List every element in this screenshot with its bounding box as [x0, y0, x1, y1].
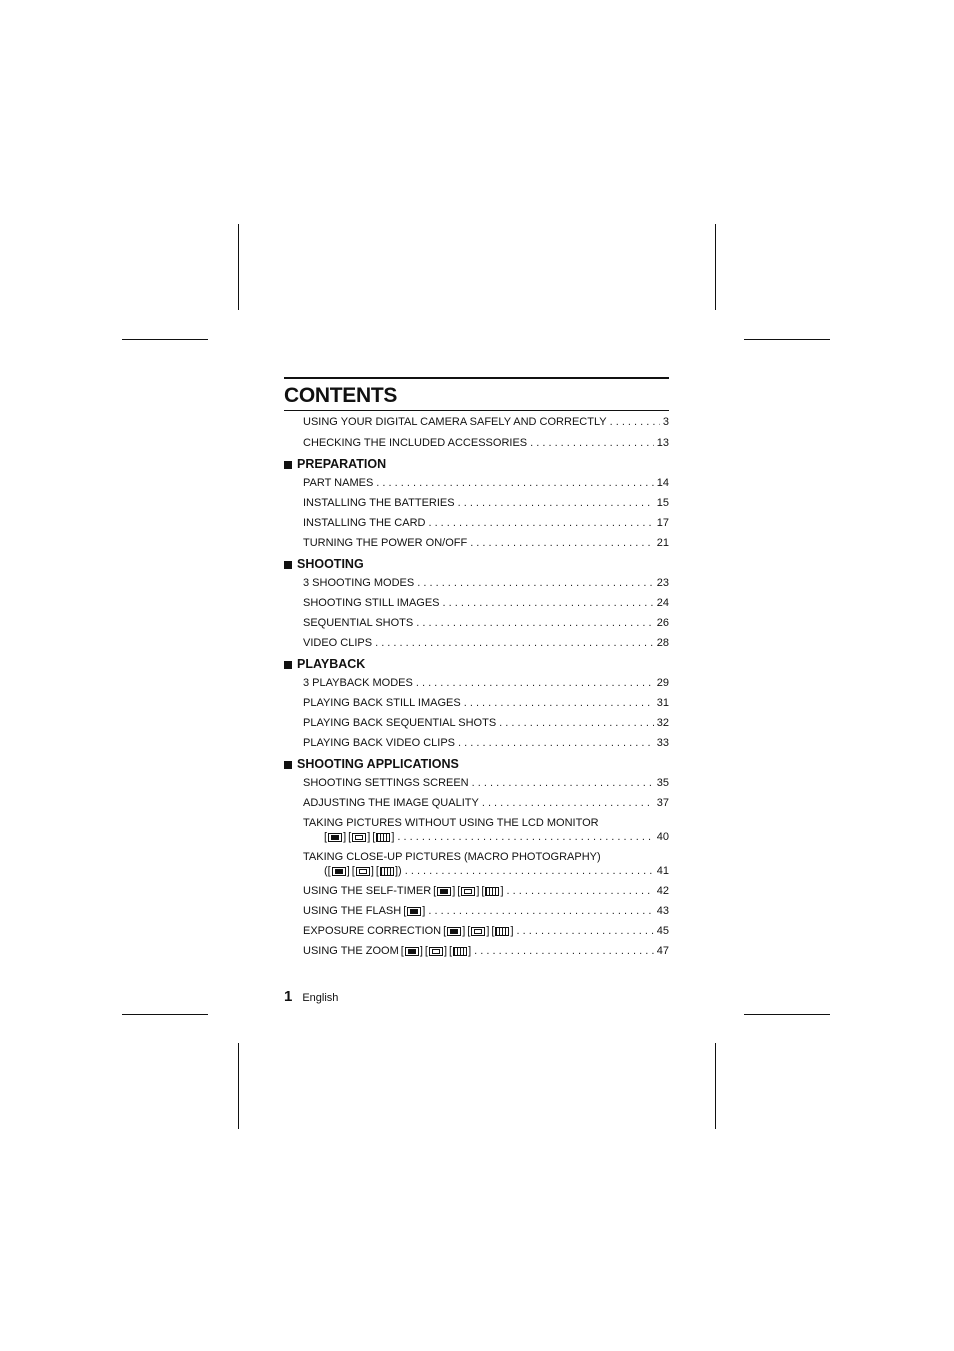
leader-dots — [470, 536, 654, 550]
toc-entry[interactable] — [303, 884, 669, 898]
mode-icons — [443, 924, 513, 938]
leader-dots — [530, 436, 654, 450]
toc-entry[interactable] — [303, 436, 669, 450]
page-title: CONTENTS — [284, 384, 398, 407]
toc-entry-label: CHECKING THE INCLUDED ACCESSORIES — [303, 437, 528, 449]
toc-entry-label: INSTALLING THE BATTERIES — [303, 497, 455, 509]
toc-entry-page: 41 — [656, 865, 669, 877]
section-heading-label: PLAYBACK — [297, 657, 366, 671]
toc-entry-label: ADJUSTING THE IMAGE QUALITY — [303, 797, 479, 809]
toc-entry-page: 17 — [656, 517, 669, 529]
crop-mark — [122, 1014, 208, 1015]
leader-dots — [507, 884, 654, 898]
toc-entry-label: VIDEO CLIPS — [303, 637, 373, 649]
toc-entry[interactable] — [303, 636, 669, 650]
toc-entry-page: 26 — [656, 617, 669, 629]
toc-entry-page: 29 — [656, 677, 669, 689]
toc-entry-label: TURNING THE POWER ON/OFF — [303, 537, 468, 549]
video-mode-icon: [ ]) — [375, 865, 402, 877]
mode-icons — [401, 944, 471, 958]
leader-dots — [458, 736, 654, 750]
toc-entry-page: 43 — [656, 905, 669, 917]
crop-mark — [744, 1014, 830, 1015]
leader-dots — [610, 415, 660, 429]
toc-entry-label: SHOOTING SETTINGS SCREEN — [303, 777, 469, 789]
still-mode-icon: [ ] — [403, 905, 426, 917]
toc-entry-label: 3 SHOOTING MODES — [303, 577, 415, 589]
mode-icons — [324, 830, 394, 844]
toc-entry-label: PLAYING BACK STILL IMAGES — [303, 697, 461, 709]
leader-dots — [517, 924, 654, 938]
toc-entry-label: PLAYING BACK VIDEO CLIPS — [303, 737, 456, 749]
toc-entry[interactable] — [303, 816, 669, 844]
toc-entry[interactable] — [303, 516, 669, 530]
section-heading-shooting-applications — [284, 757, 669, 772]
toc-entry[interactable] — [303, 850, 669, 878]
still-mode-icon: [ ] — [324, 831, 347, 843]
toc-entry[interactable] — [303, 476, 669, 490]
section-heading-label: SHOOTING — [297, 557, 364, 571]
still-mode-icon: [ ] — [443, 925, 466, 937]
toc-entry-label: INSTALLING THE CARD — [303, 517, 426, 529]
toc-entry-label: EXPOSURE CORRECTION — [303, 925, 442, 937]
toc-entry-page: 3 — [662, 416, 669, 428]
toc-entry-page: 37 — [656, 797, 669, 809]
still-mode-icon: ([ ] — [324, 865, 350, 877]
toc-entry-second-line — [322, 864, 669, 878]
toc-entry-page: 47 — [656, 945, 669, 957]
mode-icons — [433, 884, 503, 898]
sequential-mode-icon: [ ] — [457, 885, 480, 897]
sequential-mode-icon: [ ] — [351, 865, 374, 877]
bullet-square-icon — [284, 761, 292, 769]
toc-entry[interactable] — [303, 696, 669, 710]
section-heading-preparation — [284, 457, 669, 472]
toc-entry-label: PLAYING BACK SEQUENTIAL SHOTS — [303, 717, 497, 729]
toc-entry-page: 14 — [656, 477, 669, 489]
toc-entry-page: 13 — [656, 437, 669, 449]
leader-dots — [428, 904, 653, 918]
bullet-square-icon — [284, 561, 292, 569]
leader-dots — [482, 796, 654, 810]
leader-dots — [397, 830, 653, 844]
bullet-square-icon — [284, 461, 292, 469]
toc-entry-label: USING THE ZOOM — [303, 945, 399, 957]
still-mode-icon: [ ] — [400, 945, 423, 957]
toc-entry[interactable] — [303, 536, 669, 550]
leader-dots — [416, 616, 654, 630]
toc-entry-label: USING YOUR DIGITAL CAMERA SAFELY AND CORRECTLY — [303, 416, 607, 428]
section-heading-label: PREPARATION — [297, 457, 387, 471]
toc-entry-page: 31 — [656, 697, 669, 709]
video-mode-icon: [ ] — [449, 945, 472, 957]
toc-entry-label: SEQUENTIAL SHOTS — [303, 617, 414, 629]
toc-entry-label: PART NAMES — [303, 477, 374, 489]
table-of-contents — [284, 377, 669, 958]
page-number: 1 — [284, 988, 293, 1005]
toc-entry-page: 32 — [656, 717, 669, 729]
video-mode-icon: [ ] — [372, 831, 395, 843]
bullet-square-icon — [284, 661, 292, 669]
toc-entry-label: 3 PLAYBACK MODES — [303, 677, 413, 689]
sequential-mode-icon: [ ] — [424, 945, 447, 957]
video-mode-icon: [ ] — [491, 925, 514, 937]
crop-mark — [744, 339, 830, 340]
sequential-mode-icon: [ ] — [348, 831, 371, 843]
crop-mark — [122, 339, 208, 340]
toc-entry[interactable] — [303, 796, 669, 810]
crop-mark — [715, 1043, 716, 1129]
toc-entry-page: 42 — [656, 885, 669, 897]
toc-entry-page: 23 — [656, 577, 669, 589]
toc-entry-label: SHOOTING STILL IMAGES — [303, 597, 440, 609]
section-heading-label: SHOOTING APPLICATIONS — [297, 757, 459, 771]
toc-entry[interactable] — [303, 716, 669, 730]
leader-dots — [428, 516, 653, 530]
leader-dots — [417, 576, 654, 590]
section-heading-playback — [284, 657, 669, 672]
video-mode-icon: [ ] — [481, 885, 504, 897]
leader-dots — [416, 676, 654, 690]
toc-entry-label: USING THE SELF-TIMER — [303, 885, 432, 897]
toc-entry-label: TAKING PICTURES WITHOUT USING THE LCD MONITOR — [303, 817, 599, 829]
crop-mark — [238, 224, 239, 310]
toc-entry-second-line — [322, 830, 669, 844]
toc-entry[interactable] — [303, 676, 669, 690]
crop-mark — [238, 1043, 239, 1129]
toc-entry-page: 21 — [656, 537, 669, 549]
leader-dots — [464, 696, 654, 710]
toc-entry[interactable] — [303, 776, 669, 790]
toc-entry-page: 15 — [656, 497, 669, 509]
toc-entry[interactable] — [303, 415, 669, 429]
leader-dots — [458, 496, 654, 510]
leader-dots — [474, 944, 654, 958]
toc-entry-page: 45 — [656, 925, 669, 937]
section-heading-shooting — [284, 557, 669, 572]
toc-entry-label: TAKING CLOSE-UP PICTURES (MACRO PHOTOGRAPHY) — [303, 851, 601, 863]
still-mode-icon: [ ] — [433, 885, 456, 897]
toc-entry[interactable] — [303, 736, 669, 750]
toc-entry-page: 33 — [656, 737, 669, 749]
toc-entry-page: 35 — [656, 777, 669, 789]
leader-dots — [443, 596, 654, 610]
title-underline — [284, 410, 669, 411]
leader-dots — [376, 476, 653, 490]
mode-icons — [403, 904, 425, 918]
sequential-mode-icon: [ ] — [467, 925, 490, 937]
toc-entry[interactable] — [303, 924, 669, 938]
crop-mark — [715, 224, 716, 310]
leader-dots — [375, 636, 654, 650]
language-label: English — [302, 992, 339, 1004]
toc-entry[interactable] — [303, 496, 669, 510]
toc-entry[interactable] — [303, 944, 669, 958]
leader-dots — [499, 716, 654, 730]
leader-dots — [405, 864, 654, 878]
toc-entry-page: 40 — [656, 831, 669, 843]
mode-icons — [324, 864, 402, 878]
toc-entry[interactable] — [303, 616, 669, 630]
toc-entry-label: USING THE FLASH — [303, 905, 402, 917]
toc-entry-page: 24 — [656, 597, 669, 609]
toc-entry-page: 28 — [656, 637, 669, 649]
page-footer — [284, 988, 338, 1005]
toc-entry[interactable] — [303, 596, 669, 610]
leader-dots — [472, 776, 654, 790]
toc-entry[interactable] — [303, 904, 669, 918]
toc-entry[interactable] — [303, 576, 669, 590]
